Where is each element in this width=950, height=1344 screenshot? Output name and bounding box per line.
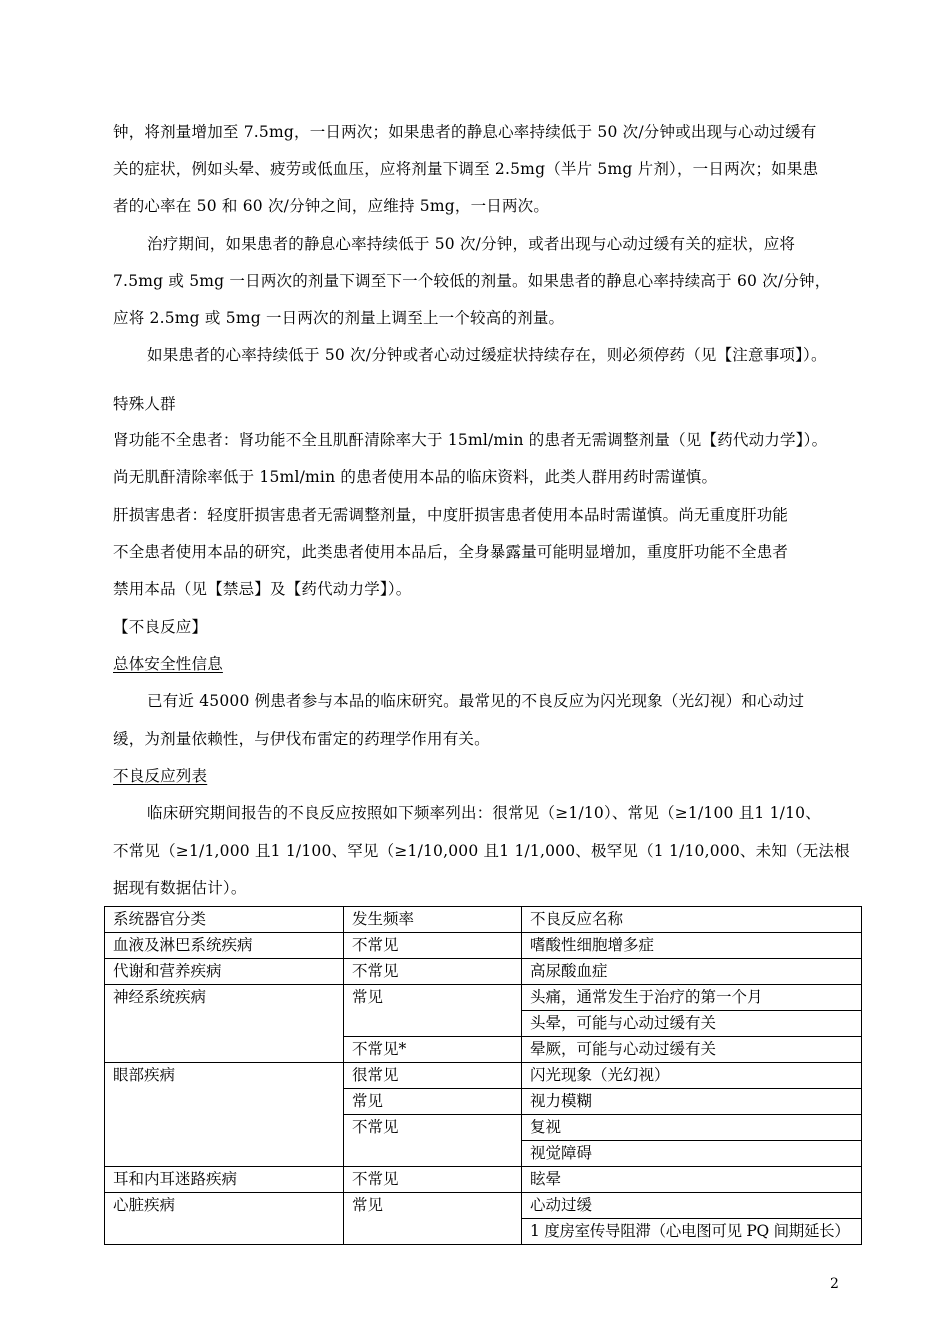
header-soc: 系统器官分类 <box>105 907 344 933</box>
renal-line-1: 肾功能不全患者：肾功能不全且肌酐清除率大于 15ml/min 的患者无需调整剂量（见【药代动力学】）。 <box>113 431 828 449</box>
table-row <box>105 985 862 1011</box>
frequency-line-3: 据现有数据估计）。 <box>113 879 247 897</box>
frequency-cell: 不常见 <box>344 933 522 959</box>
soc-cell: 代谢和营养疾病 <box>105 959 344 985</box>
dosage-line-1: 钟，将剂量增加至 7.5mg，一日两次；如果患者的静息心率持续低于 50 次/分钟或出现与心动过缓有 <box>113 123 817 141</box>
soc-cell: 眼部疾病 <box>105 1063 344 1167</box>
soc-cell: 神经系统疾病 <box>105 985 344 1063</box>
adverse-reactions-table <box>104 906 862 1245</box>
soc-cell: 耳和内耳迷路疾病 <box>105 1167 344 1193</box>
frequency-cell: 常见 <box>344 1089 522 1115</box>
adr-list-title: 不良反应列表 <box>113 767 208 785</box>
reaction-cell: 眩晕 <box>522 1167 862 1193</box>
overall-safety-line-2: 缓，为剂量依赖性，与伊伐布雷定的药理学作用有关。 <box>113 730 490 748</box>
reaction-cell: 闪光现象（光幻视） <box>522 1063 862 1089</box>
reaction-cell: 晕厥，可能与心动过缓有关 <box>522 1037 862 1063</box>
frequency-cell: 很常见 <box>344 1063 522 1089</box>
hepatic-line-3: 禁用本品（见【禁忌】及【药代动力学】）。 <box>113 580 412 598</box>
titration-line-3: 应将 2.5mg 或 5mg 一日两次的剂量上调至上一个较高的剂量。 <box>113 309 565 327</box>
frequency-line-1: 临床研究期间报告的不良反应按照如下频率列出：很常见（≥1/10）、常见（≥1/100 且1 1/10、 <box>147 804 821 822</box>
frequency-cell: 常见 <box>344 985 522 1037</box>
frequency-cell: 常见 <box>344 1193 522 1245</box>
soc-cell: 心脏疾病 <box>105 1193 344 1245</box>
titration-line-1: 治疗期间，如果患者的静息心率持续低于 50 次/分钟，或者出现与心动过缓有关的症状，应将 <box>147 235 796 253</box>
header-reaction: 不良反应名称 <box>522 907 862 933</box>
overall-safety-line-1: 已有近 45000 例患者参与本品的临床研究。最常见的不良反应为闪光现象（光幻视）和心动过 <box>147 692 805 710</box>
table-row <box>105 959 862 985</box>
hepatic-line-2: 不全患者使用本品的研究，此类患者使用本品后，全身暴露量可能明显增加，重度肝功能不全患者 <box>113 543 789 561</box>
soc-cell: 血液及淋巴系统疾病 <box>105 933 344 959</box>
reaction-cell: 头晕，可能与心动过缓有关 <box>522 1011 862 1037</box>
reaction-cell: 视觉障碍 <box>522 1141 862 1167</box>
reaction-cell: 视力模糊 <box>522 1089 862 1115</box>
table-row <box>105 933 862 959</box>
page-number: 2 <box>830 1276 839 1292</box>
table-row <box>105 1167 862 1193</box>
frequency-cell: 不常见 <box>344 1115 522 1167</box>
reaction-cell: 心动过缓 <box>522 1193 862 1219</box>
table-row <box>105 1063 862 1089</box>
renal-line-2: 尚无肌酐清除率低于 15ml/min 的患者使用本品的临床资料，此类人群用药时需谨慎。 <box>113 468 718 486</box>
reaction-cell: 复视 <box>522 1115 862 1141</box>
reaction-cell: 高尿酸血症 <box>522 959 862 985</box>
reaction-cell: 头痛，通常发生于治疗的第一个月 <box>522 985 862 1011</box>
discontinuation-line: 如果患者的心率持续低于 50 次/分钟或者心动过缓症状持续存在，则必须停药（见【注意事项】）。 <box>147 346 827 364</box>
table-row <box>105 1193 862 1219</box>
reaction-cell: 嗜酸性细胞增多症 <box>522 933 862 959</box>
reaction-cell: 1 度房室传导阻滞（心电图可见 PQ 间期延长） <box>522 1219 862 1245</box>
adverse-reactions-heading: 【不良反应】 <box>113 618 208 636</box>
overall-safety-title: 总体安全性信息 <box>113 655 223 673</box>
header-frequency: 发生频率 <box>344 907 522 933</box>
frequency-line-2: 不常见（≥1/1,000 且1 1/100、罕见（≥1/10,000 且1 1/1,000、极罕见（1 1/10,000、未知（无法根 <box>113 842 850 860</box>
frequency-cell: 不常见* <box>344 1037 522 1063</box>
hepatic-line-1: 肝损害患者：轻度肝损害患者无需调整剂量，中度肝损害患者使用本品时需谨慎。尚无重度肝功能 <box>113 506 789 524</box>
dosage-line-2: 关的症状，例如头晕、疲劳或低血压，应将剂量下调至 2.5mg（半片 5mg 片剂），一日两次；如果患 <box>113 160 819 178</box>
titration-line-2: 7.5mg 或 5mg 一日两次的剂量下调至下一个较低的剂量。如果患者的静息心率持续高于 60 次/分钟， <box>113 272 831 290</box>
dosage-line-3: 者的心率在 50 和 60 次/分钟之间，应维持 5mg，一日两次。 <box>113 197 550 215</box>
table-header-row <box>105 907 862 933</box>
frequency-cell: 不常见 <box>344 959 522 985</box>
frequency-cell: 不常见 <box>344 1167 522 1193</box>
special-populations-title: 特殊人群 <box>113 395 176 413</box>
